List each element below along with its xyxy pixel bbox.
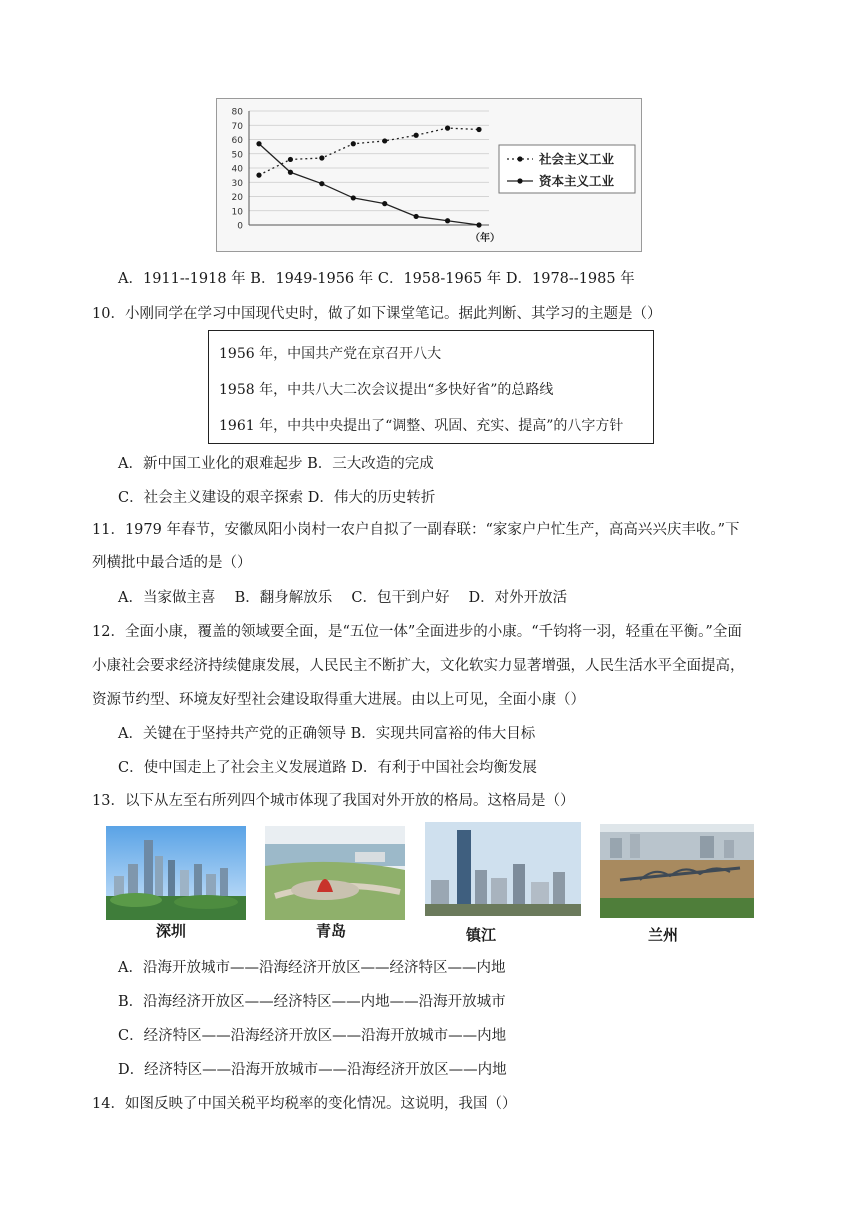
- q13-option-a: A．沿海开放城市——沿海经济开放区——经济特区——内地: [118, 960, 506, 976]
- legend-marker-2: [517, 178, 522, 183]
- data-point-s2-8: [476, 222, 481, 227]
- legend-label-2: 资本主义工业: [539, 173, 615, 189]
- q12-stem-3: 资源节约型、环境友好型社会建设取得重大进展。由以上可见，全面小康（）: [92, 692, 585, 708]
- data-point-s1-2: [288, 157, 293, 162]
- lanzhou-photo: [600, 824, 754, 918]
- q11-stem-1: 11．1979 年春节，安徽凤阳小岗村一农户自拟了一副春联：“家家户户忙生产，高高兴兴庆丰收。”下: [92, 522, 740, 538]
- q12-options-1: A．关键在于坚持共产党的正确领导 B．实现共同富裕的伟大目标: [118, 726, 536, 742]
- q14-stem: 14．如图反映了中国关税平均税率的变化情况。这说明，我国（）: [92, 1096, 517, 1112]
- y-tick-label: 80: [231, 107, 243, 118]
- note-line-2: 1958 年，中共八大二次会议提出“多快好省”的总路线: [219, 382, 554, 398]
- chart-svg: [217, 99, 641, 251]
- data-point-s2-1: [256, 141, 261, 146]
- y-tick-label: 0: [237, 221, 243, 232]
- q13-option-c: C．经济特区——沿海经济开放区——沿海开放城市——内地: [118, 1028, 507, 1044]
- q12-options-2: C．使中国走上了社会主义发展道路 D．有利于中国社会均衡发展: [118, 760, 537, 776]
- q9-options: A．1911--1918 年 B．1949-1956 年 C．1958-1965 年 D．1978--1985 年: [118, 271, 635, 287]
- y-tick-label: 20: [231, 193, 243, 203]
- x-axis-label: （年）: [470, 233, 500, 244]
- q13-stem: 13．以下从左至右所列四个城市体现了我国对外开放的格局。这格局是（）: [92, 793, 575, 809]
- q10-options-2: C．社会主义建设的艰辛探索 D．伟大的历史转折: [118, 490, 436, 506]
- data-point-s2-3: [319, 181, 324, 186]
- q13-option-d: D．经济特区——沿海开放城市——沿海经济开放区——内地: [118, 1062, 507, 1078]
- caption-qingdao: 青岛: [316, 922, 347, 940]
- data-point-s2-7: [445, 218, 450, 223]
- class-notes-box: [208, 330, 654, 444]
- q13-option-b: B．沿海经济开放区——经济特区——内地——沿海开放城市: [118, 994, 506, 1010]
- data-point-s2-2: [288, 170, 293, 175]
- q10-stem: 10．小刚同学在学习中国现代史时，做了如下课堂笔记。据此判断、其学习的主题是（）: [92, 306, 662, 322]
- caption-shenzhen: 深圳: [156, 922, 187, 940]
- note-line-3: 1961 年，中共中央提出了“调整、巩固、充实、提高”的八字方针: [219, 418, 624, 434]
- q10-options-1: A．新中国工业化的艰难起步 B．三大改造的完成: [118, 456, 434, 472]
- shenzhen-photo: [106, 826, 246, 920]
- note-line-1: 1956 年，中国共产党在京召开八大: [219, 346, 442, 362]
- industry-line-chart: [216, 98, 642, 252]
- y-tick-label: 40: [231, 164, 243, 175]
- caption-zhenjiang: 镇江: [466, 926, 497, 944]
- q11-stem-2: 列横批中最合适的是（）: [92, 555, 252, 571]
- data-point-s1-5: [382, 138, 387, 143]
- q11-options: A．当家做主喜 B．翻身解放乐 C．包干到户好 D．对外开放活: [118, 590, 568, 606]
- data-point-s1-1: [256, 173, 261, 178]
- data-point-s2-5: [382, 201, 387, 206]
- zhenjiang-photo: [425, 822, 581, 916]
- caption-lanzhou: 兰州: [648, 926, 679, 944]
- qingdao-photo: [265, 826, 405, 920]
- data-point-s1-6: [414, 133, 419, 138]
- data-point-s1-3: [319, 155, 324, 160]
- y-tick-label: 50: [231, 150, 243, 161]
- legend-label-1: 社会主义工业: [539, 151, 615, 167]
- y-tick-label: 10: [231, 207, 243, 218]
- y-tick-label: 60: [231, 136, 243, 146]
- series-line-2: [259, 144, 479, 225]
- q12-stem-1: 12．全面小康，覆盖的领域要全面，是“五位一体”全面进步的小康。“千钧将一羽，轻重在平衡。”全面: [92, 624, 742, 640]
- data-point-s1-8: [476, 127, 481, 132]
- y-tick-label: 30: [231, 178, 243, 189]
- q12-stem-2: 小康社会要求经济持续健康发展，人民民主不断扩大，文化软实力显著增强，人民生活水平全面提高，: [92, 658, 745, 674]
- data-point-s1-7: [445, 126, 450, 131]
- data-point-s2-4: [351, 195, 356, 200]
- data-point-s2-6: [414, 214, 419, 219]
- data-point-s1-4: [351, 141, 356, 146]
- legend-marker-1: [517, 156, 522, 161]
- y-tick-label: 70: [231, 121, 243, 132]
